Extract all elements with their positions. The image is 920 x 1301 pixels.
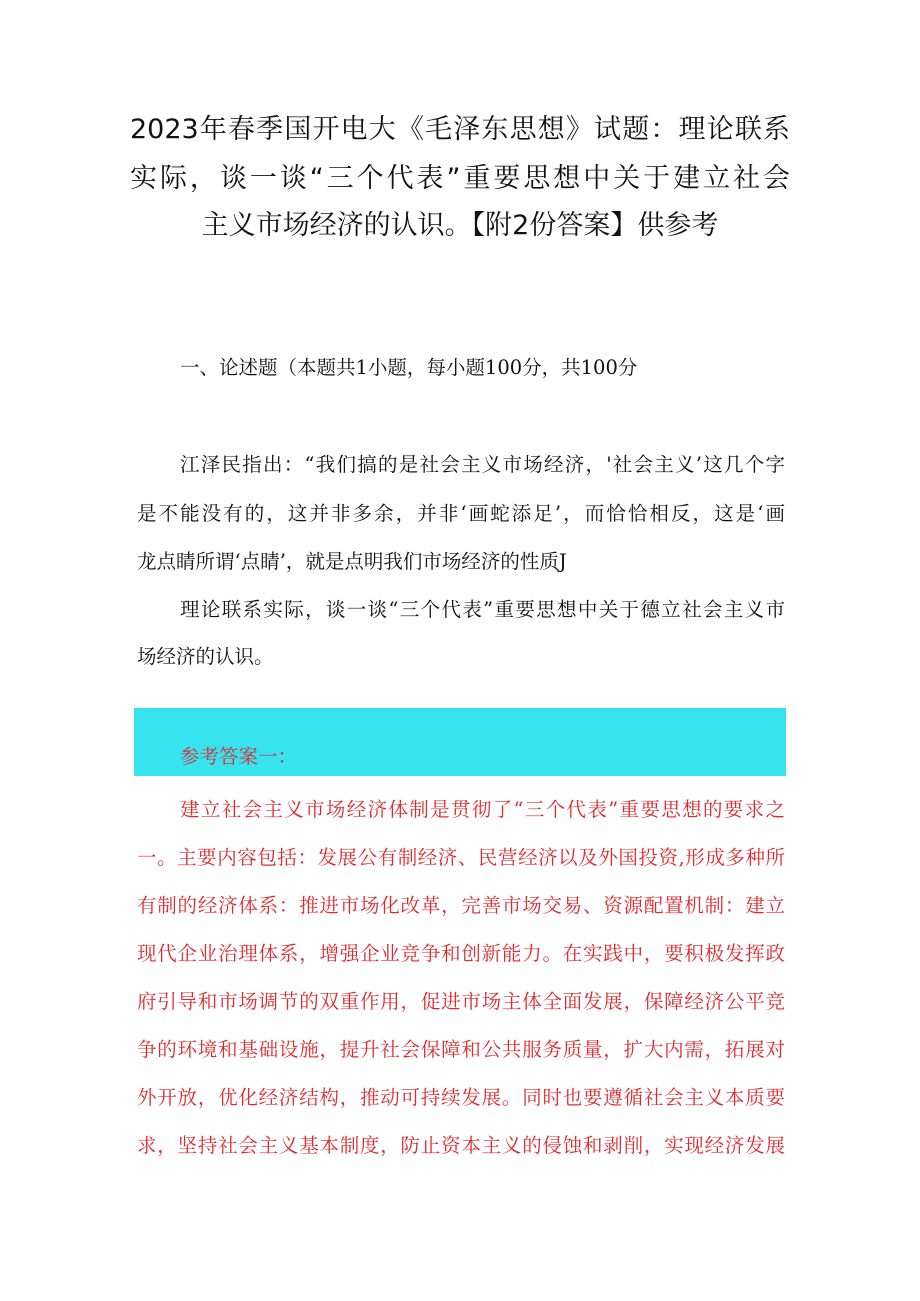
answer-label: 参考答案一： bbox=[180, 745, 298, 768]
question-line: 场经济的认识。 bbox=[137, 645, 274, 668]
section-heading: 一、论述题（本题共1小题，每小题100分，共100分 bbox=[180, 356, 638, 379]
answer-line: 现代企业治理体系，增强企业竞争和创新能力。在实践中，要积极发挥政 bbox=[137, 942, 785, 965]
answer-label-band bbox=[134, 708, 786, 776]
answer-line: 有制的经济体系：推进市场化改革，完善市场交易、资源配置机制：建立 bbox=[137, 894, 785, 917]
question-line: 是不能没有的，这并非多余，并非‘画蛇添足’，而恰恰相反，这是‘画 bbox=[137, 502, 785, 525]
answer-line: 争的环境和基础设施，提升社会保障和公共服务质量，扩大内需，拓展对 bbox=[137, 1038, 785, 1061]
answer-line: 府引导和市场调节的双重作用，促进市场主体全面发展，保障经济公平竞 bbox=[137, 990, 785, 1013]
answer-line: 外开放，优化经济结构，推动可持续发展。同时也要遵循社会主义本质要 bbox=[137, 1086, 785, 1109]
question-line: 江泽民指出：“我们搞的是社会主义市场经济，'社会主义’这几个字 bbox=[180, 453, 785, 476]
question-line: 龙点睛所谓‘点睛’，就是点明我们市场经济的性质J bbox=[137, 550, 567, 573]
answer-line: 求，坚持社会主义基本制度，防止资本主义的侵蚀和剥削，实现经济发展 bbox=[137, 1134, 785, 1157]
answer-line: 一。主要内容包括：发展公有制经济、民营经济以及外国投资,形成多种所 bbox=[137, 846, 785, 869]
title-line: 主义市场经济的认识。【附2份答案】供参考 bbox=[201, 210, 719, 241]
answer-line: 建立社会主义市场经济体制是贯彻了“三个代表”重要思想的要求之 bbox=[180, 798, 785, 821]
title-line: 2023年春季国开电大《毛泽东思想》试题：理论联系 bbox=[130, 114, 790, 145]
title-line: 实际，谈一谈“三个代表”重要思想中关于建立社会 bbox=[130, 163, 790, 194]
question-line: 理论联系实际，谈一谈“三个代表”重要思想中关于德立社会主义市 bbox=[180, 598, 785, 621]
